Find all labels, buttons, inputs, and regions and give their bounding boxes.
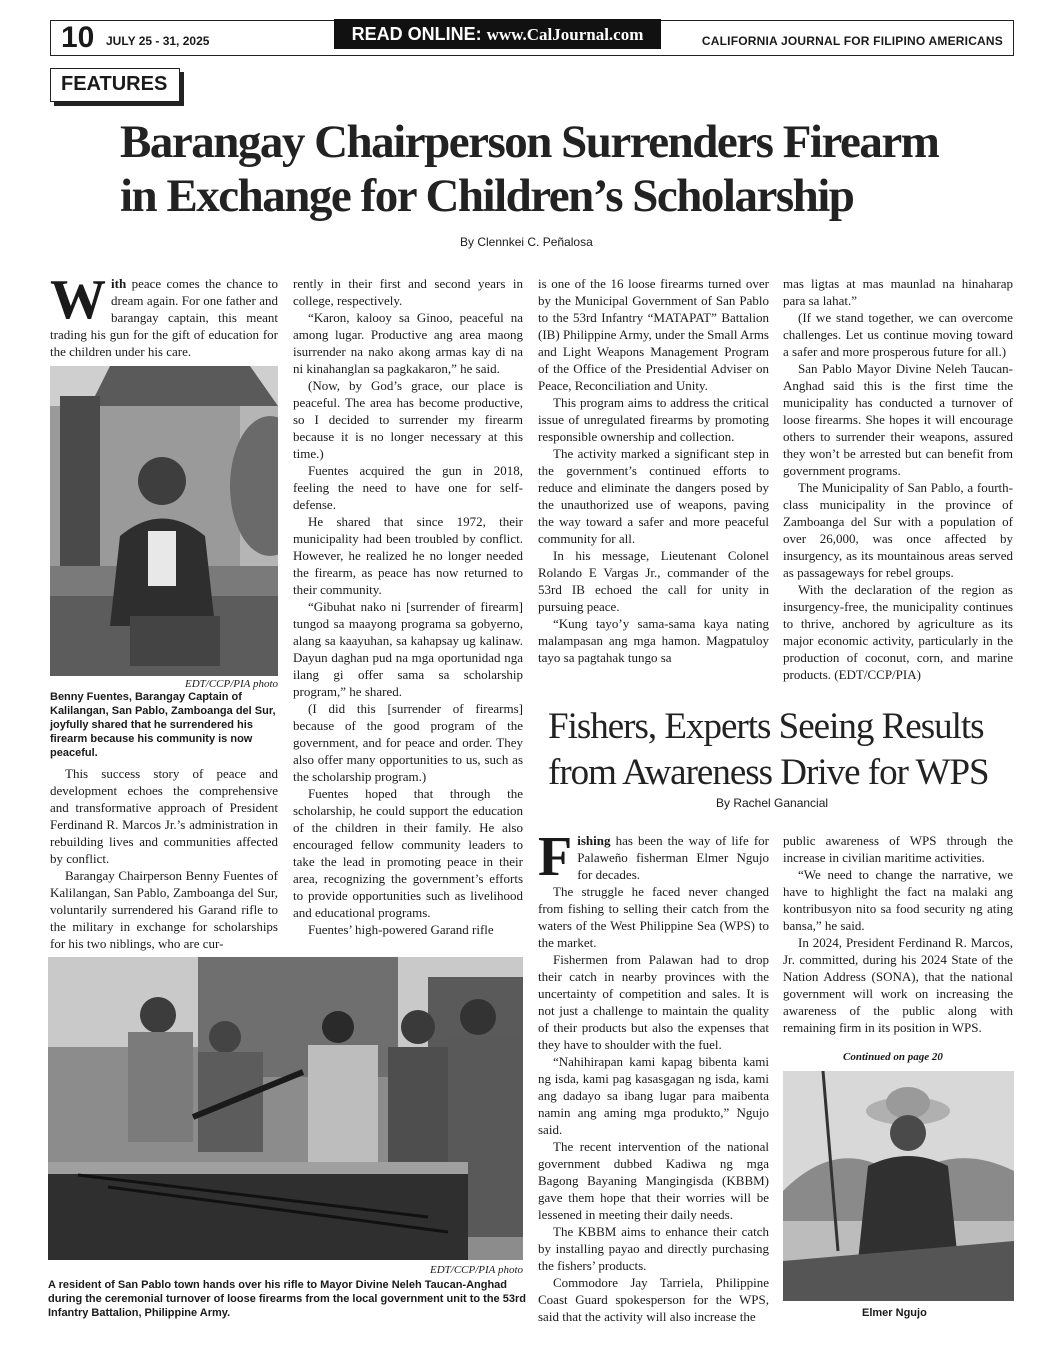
page-number: 10 (61, 21, 95, 54)
article1-lead-bold: ith (111, 276, 127, 291)
fisherman-photo-icon (783, 1071, 1014, 1301)
paragraph: The recent intervention of the national government dubbed Kadiwa ng mga Bagong Bayaning Mangingisda (KBBM) gave them hope that their worries will be lessened in meeting their daily needs. (538, 1139, 769, 1222)
paragraph: Barangay Chairperson Benny Fuentes of Kalilangan, San Pablo, Zamboanga del Sur, voluntarily surrendered his Garand rifle to the military in exchange for scholarships for his two niblings, who are cur- (50, 868, 278, 951)
paragraph: The activity marked a significant step in the government’s continued efforts to reduce and eliminate the dangers posed by the unauthorized use of weapons, paving the way toward a safer and more peaceful community for all. (538, 446, 769, 546)
paragraph: “Nahihirapan kami kapag bibenta kami ng isda, kami pag kasasgagan ng isda, kami ang dadayo sa ibang lugar para maibenta namin ang aming mga produkto,” Ngujo said. (538, 1054, 769, 1137)
paragraph: The Municipality of San Pablo, a fourth-class municipality in the province of Zamboanga del Sur with a population of over 26,000, was once affected by insurgency, as its mountainous areas served as passageways for rebel groups. (783, 480, 1013, 580)
fisherman-photo (783, 1071, 1014, 1301)
paragraph: In his message, Lieutenant Colonel Rolando E Vargas Jr., commander of the 53rd IB echoed the call for unity in pursuing peace. (538, 548, 769, 614)
paragraph: is one of the 16 loose firearms turned over by the Municipal Government of San Pablo to the 53rd Infantry “MATAPAT” Battalion (IB) Philippine Army, under the Small Arms and Light Weapons Management Program of the Office of the Presidential Adviser on Peace, Reconciliation and Unity. (538, 276, 769, 393)
paragraph: With the declaration of the region as insurgency-free, the municipality continues to thrive, anchored by agriculture as its major economic activity, particularly in the production of coconut, corn, and marine products. (EDT/CCP/PIA) (783, 582, 1013, 682)
paragraph: public awareness of WPS through the increase in civilian maritime activities. (783, 833, 1013, 865)
article1-col2 (293, 275, 523, 938)
paragraph: “Gibuhat nako ni [surrender of firearm] tungod sa maayong programa sa gobyerno, alang sa kaayuhan, sa kahapsay ug kalinaw. Dayun daghan pud na mga oportunidad nga ilang gi offer sama sa scholarship program,” he shared. (293, 599, 523, 699)
ceremony-photo (48, 957, 523, 1260)
website-link[interactable]: www.CalJournal.com (486, 25, 644, 44)
paragraph: Fuentes acquired the gun in 2018, feeling the need to have one for self-defense. (293, 463, 523, 512)
article1-headline: Barangay Chairperson Surrenders Firearm in Exchange for Children’s Scholarship (120, 116, 939, 222)
paragraph: The KBBM aims to enhance their catch by installing payao and directly purchasing the fishers’ products. (538, 1224, 769, 1273)
paragraph: This program aims to address the critical issue of unregulated firearms by promoting responsible ownership and collection. (538, 395, 769, 444)
paragraph: The struggle he faced never changed from fishing to selling their catch from the waters of the West Philippine Sea (WPS) to the market. (538, 884, 769, 950)
article1-dropcap: W (50, 269, 106, 331)
paragraph: mas ligtas at mas maunlad na hinaharap para sa lahat.” (783, 276, 1013, 308)
photo2-caption: A resident of San Pablo town hands over his rifle to Mayor Divine Neleh Taucan-Anghad during the ceremonial turnover of loose firearms from the local government unit to the 53rd Infantry Battalion, Philippine Army. (48, 1279, 526, 1319)
section-tag: FEATURES (50, 68, 180, 102)
paragraph: This success story of peace and development echoes the comprehensive and transformative approach of President Ferdinand R. Marcos Jr.’s administration in rebuilding lives and communities affected by conflict. (50, 766, 278, 866)
paragraph: San Pablo Mayor Divine Neleh Taucan-Anghad said this is the first time the municipality has conducted a turnover of loose firearms. She hopes it will encourage others to surrender their weapons, assured they won’t be arrested but can benefit from government programs. (783, 361, 1013, 478)
continued-note[interactable]: Continued on page 20 (843, 1051, 943, 1063)
paragraph: rently in their first and second years in college, respectively. (293, 276, 523, 308)
read-online-label: READ ONLINE: (351, 24, 482, 44)
article2-lead-text: has been the way of life for Palaweño fisherman Elmer Ngujo for decades. (577, 833, 769, 882)
article2-lead-bold: ishing (577, 833, 611, 848)
article1-col1 (50, 765, 278, 952)
paragraph: In 2024, President Ferdinand R. Marcos, Jr. committed, during his 2024 State of the Nation Address (SONA), that the national government will work on increasing the awareness of the public along with remaining firm in its position in WPS. (783, 935, 1013, 1035)
publication-name: CALIFORNIA JOURNAL FOR FILIPINO AMERICANS (701, 34, 1003, 48)
article2-dropcap: F (538, 826, 573, 888)
issue-date: JULY 25 - 31, 2025 (106, 34, 210, 48)
paragraph: (I did this [surrender of firearms] because of the good program of the government, and for peace and order. They also offer many opportunities to us, such as the scholarship program.) (293, 701, 523, 784)
article1-byline: By Clennkei C. Peñalosa (460, 235, 593, 249)
paragraph: “We need to change the narrative, we have to highlight the fact na malaki ang kontribusyon nito sa food security ng ating bansa,” he said. (783, 867, 1013, 933)
article1-lead (50, 269, 278, 360)
portrait-photo (50, 366, 278, 676)
paragraph: He shared that since 1972, their municipality had been troubled by conflict. However, he realized he no longer needed the firearm, as peace has now returned to their community. (293, 514, 523, 597)
article1-col3 (538, 275, 769, 666)
article1-col4 (783, 275, 1013, 683)
article2-byline: By Rachel Ganancial (716, 796, 829, 810)
portrait-photo-icon (50, 366, 278, 676)
photo1-caption: Benny Fuentes, Barangay Captain of Kalilangan, San Pablo, Zamboanga del Sur, joyfully shared that he surrendered his firearm because his community is now peaceful. (50, 691, 276, 759)
article1-lead-text: peace comes the chance to dream again. For one father and barangay captain, this meant trading his gun for the gift of education for the children under his care. (50, 276, 278, 359)
paragraph: Commodore Jay Tarriela, Philippine Coast Guard spokesperson for the WPS, said that the activity will also increase the (538, 1275, 769, 1324)
paragraph: “Kung tayo’y sama-sama kaya nating malampasan ang mga hamon. Magpatuloy tayo sa pagtahak tungo sa (538, 616, 769, 665)
paragraph: Fuentes’ high-powered Garand rifle (308, 922, 494, 937)
read-online-banner[interactable] (334, 19, 661, 49)
paragraph: (Now, by God’s grace, our place is peaceful. The area has become productive, so I decided to surrender my firearm because it is no longer necessary at this time.) (293, 378, 523, 461)
photo3-caption: Elmer Ngujo (862, 1307, 927, 1319)
paragraph: “Karon, kalooy sa Ginoo, peaceful na among lugar. Productive ang area maong isurrender na nako akong armas kay di na ni kinahanglan sa pagkakaron,” he said. (293, 310, 523, 376)
photo1-credit: EDT/CCP/PIA photo (185, 678, 278, 690)
article2-col1 (538, 826, 769, 1325)
photo2-credit: EDT/CCP/PIA photo (430, 1264, 523, 1276)
article2-col2 (783, 832, 1013, 1036)
paragraph: Fishermen from Palawan had to drop their catch in nearby provinces with the uncertainty of competition and sales. It is not just a challenge to maintain the quality of their products but also the expenses that they have to shoulder with the fuel. (538, 952, 769, 1052)
paragraph: Fuentes hoped that through the scholarship, he could support the education of the children in their family. He also encouraged fellow community leaders to take the lead in promoting peace in their area, recognizing the government’s efforts to provide opportunities such as livelihood and educational programs. (293, 786, 523, 920)
ceremony-photo-icon (48, 957, 523, 1260)
masthead (50, 20, 1014, 56)
article2-headline: Fishers, Experts Seeing Results from Awareness Drive for WPS (548, 706, 989, 793)
paragraph: (If we stand together, we can overcome challenges. Let us continue moving toward a safer and more prosperous future for all.) (783, 310, 1013, 359)
